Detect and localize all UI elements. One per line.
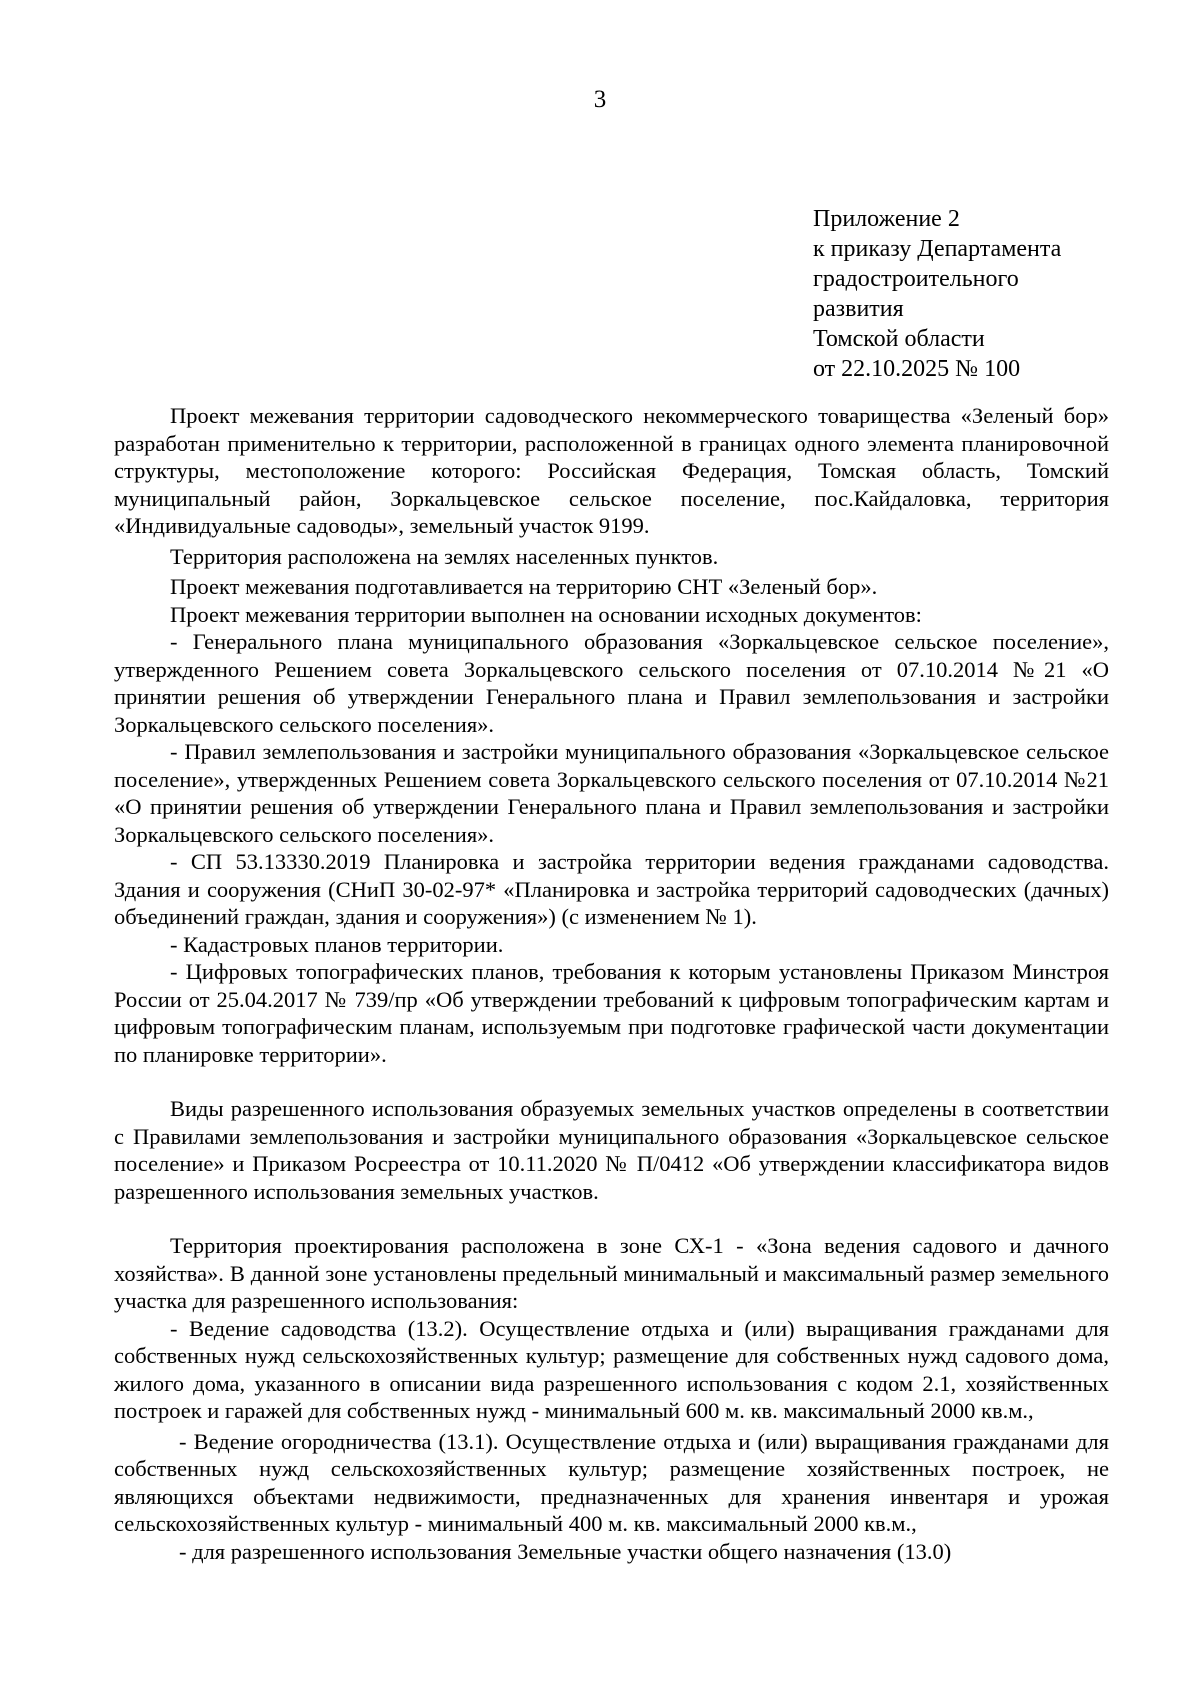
list-item: - Цифровых топографических планов, требования к которым установлены Приказом Минстроя России от 25.04.2017 № 739/пр «Об утверждении требований к цифровым топографическим картам и цифровым топографическим планам, используемым при подготовке графической части документации по планировке территории».	[114, 959, 1109, 1067]
list-item: - СП 53.13330.2019 Планировка и застройка территории ведения гражданами садоводства. Здания и сооружения (СНиП 30-02-97* «Планировка и застройка территорий садоводческих (дачных) объединений граждан, здания и сооружения») (с изменением № 1).	[114, 849, 1109, 929]
paragraph: Территория расположена на землях населенных пунктов.	[170, 543, 719, 569]
appendix-line: Томской области	[813, 326, 985, 352]
paragraph: Проект межевания территории выполнен на основании исходных документов:	[170, 601, 922, 627]
appendix-line: развития	[813, 296, 904, 322]
appendix-line: к приказу Департамента	[813, 236, 1062, 262]
appendix-header	[813, 204, 1061, 384]
appendix-line: градостроительного	[813, 266, 1019, 292]
paragraph: Проект межевания подготавливается на территорию СНТ «Зеленый бор».	[170, 574, 878, 599]
appendix-line: от 22.10.2025 № 100	[813, 356, 1021, 382]
paragraph: Проект межевания территории садоводческого некоммерческого товарищества «Зеленый бор» разработан применительно к территории, расположенной в границах одного элемента планировочной структуры, местоположение которого: Российская Федерация, Томская область, Томский муниципальный район, Зоркальцевское сельское поселение, пос.Кайдаловка, территория «Индивидуальные садоводы», земельный участок 9199.	[114, 403, 1109, 538]
list-item: - Генерального плана муниципального образования «Зоркальцевское сельское поселение», утвержденного Решением совета Зоркальцевского сельского поселения от 07.10.2014 №21 «О принятии решения об утверждении Генерального плана и Правил землепользования и застройки Зоркальцевского сельского поселения».	[114, 629, 1109, 737]
list-item: - Ведение садоводства (13.2). Осуществление отдыха и (или) выращивания гражданами для собственных нужд сельскохозяйственных культур; размещение для собственных нужд садового дома, жилого дома, указанного в описании вида разрешенного использования с кодом 2.1, хозяйственных построек и гаражей для собственных нужд - минимальный 600 м. кв. максимальный 2000 кв.м.,	[114, 1315, 1109, 1423]
list-item: - Кадастровых планов территории.	[170, 931, 504, 957]
list-item: - Ведение огородничества (13.1). Осуществление отдыха и (или) выращивания гражданами для собственных нужд сельскохозяйственных культур; размещение хозяйственных построек, не являющихся объектами недвижимости, предназначенных для хранения инвентаря и урожая сельскохозяйственных культур - минимальный 400 м. кв. максимальный 2000 кв.м.,	[114, 1428, 1109, 1536]
list-item: - для разрешенного использования Земельные участки общего назначения (13.0)	[179, 1538, 952, 1564]
paragraph: Виды разрешенного использования образуемых земельных участков определены в соответствии с Правилами землепользования и застройки муниципального образования «Зоркальцевское сельское поселение» и Приказом Росреестра от 10.11.2020 № П/0412 «Об утверждении классификатора видов разрешенного использования земельных участков.	[114, 1096, 1109, 1204]
appendix-line: Приложение 2	[813, 206, 960, 232]
list-item: - Правил землепользования и застройки муниципального образования «Зоркальцевское сельское поселение», утвержденных Решением совета Зоркальцевского сельского поселения от 07.10.2014 №21 «О принятии решения об утверждении Генерального плана и Правил землепользования и застройки Зоркальцевского сельского поселения».	[114, 739, 1109, 847]
document-body	[114, 402, 1109, 1565]
page-number: 3	[593, 86, 607, 113]
paragraph: Территория проектирования расположена в зоне СХ-1 - «Зона ведения садового и дачного хозяйства». В данной зоне установлены предельный минимальный и максимальный размер земельного участка для разрешенного использования:	[114, 1233, 1109, 1313]
